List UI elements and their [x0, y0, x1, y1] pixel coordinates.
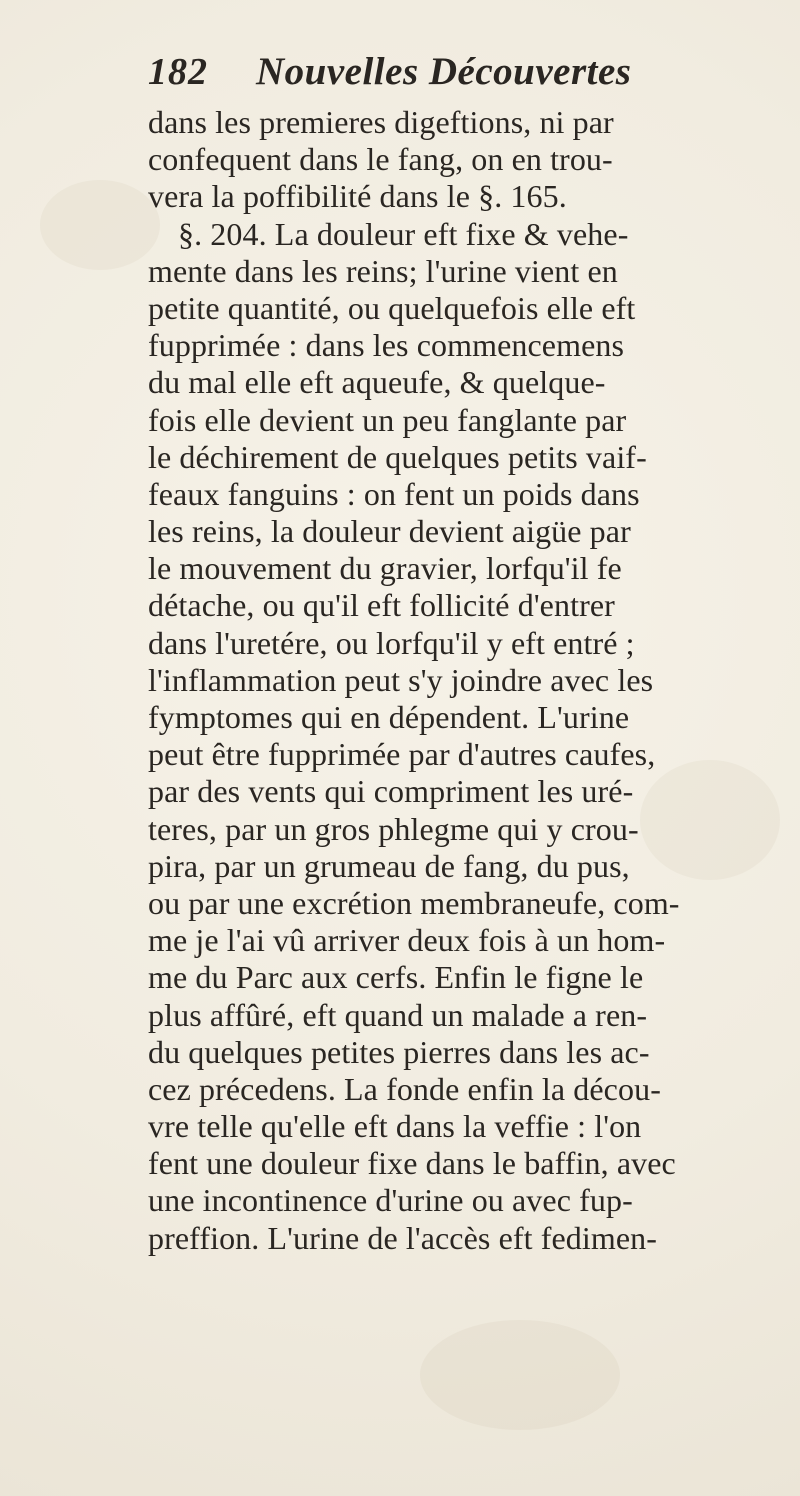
text-line: cez précedens. La fonde enfin la décou-: [148, 1070, 661, 1107]
text-line: mente dans les reins; l'urine vient en: [148, 252, 618, 289]
text-line: du mal elle eft aqueufe, & quelque-: [148, 364, 606, 401]
text-line: une incontinence d'urine ou avec fup-: [148, 1182, 633, 1219]
text-line: dans l'uretére, ou lorfqu'il y eft entré ;: [148, 624, 635, 661]
page-number: 182: [148, 51, 208, 93]
text-line: peut être fupprimée par d'autres caufes,: [148, 736, 656, 773]
text-line: feaux fanguins : on fent un poids dans: [148, 475, 640, 512]
text-line: par des vents qui compriment les uré-: [148, 773, 634, 810]
text-line: fois elle devient un peu fanglante par: [148, 401, 627, 438]
text-line: plus affûré, eft quand un malade a ren-: [148, 996, 648, 1033]
text-line: dans les premieres digeftions, ni par: [148, 104, 614, 140]
text-line: ou par une excrétion membraneufe, com-: [148, 884, 680, 921]
text-line: petite quantité, ou quelquefois elle eft: [148, 289, 636, 326]
text-line: du quelques petites pierres dans les ac-: [148, 1033, 650, 1070]
text-line: fymptomes qui en dépendent. L'urine: [148, 699, 630, 735]
running-title: Nouvelles Découvertes: [256, 50, 632, 93]
text-line: pira, par un grumeau de fang, du pus,: [148, 847, 630, 884]
page-text: [148, 104, 768, 1257]
paper-stain: [40, 180, 160, 270]
running-head: [148, 44, 708, 100]
text-line: confequent dans le fang, on en trou-: [148, 141, 613, 178]
text-line: teres, par un gros phlegme qui y crou-: [148, 810, 639, 847]
text-line: le mouvement du gravier, lorfqu'il fe: [148, 550, 622, 587]
text-line: vera la poffibilité dans le §. 165.: [148, 178, 567, 215]
text-line: le déchirement de quelques petits vaif-: [148, 438, 647, 475]
text-line: les reins, la douleur devient aigüe par: [148, 513, 631, 550]
text-line: vre telle qu'elle eft dans la veffie : l'on: [148, 1108, 642, 1145]
text-line: preffion. L'urine de l'accès eft fedimen-: [148, 1219, 658, 1256]
paragraph-start-line: §. 204. La douleur eft fixe & vehe-: [178, 215, 629, 252]
text-line: détache, ou qu'il eft follicité d'entrer: [148, 587, 615, 624]
text-line: me du Parc aux cerfs. Enfin le figne le: [148, 959, 644, 996]
text-line: fent une douleur fixe dans le baffin, avec: [148, 1145, 676, 1182]
text-line: fupprimée : dans les commencemens: [148, 327, 625, 364]
text-line: me je l'ai vû arriver deux fois à un hom-: [148, 922, 666, 959]
text-line: l'inflammation peut s'y joindre avec les: [148, 661, 654, 698]
paper-stain: [420, 1320, 620, 1430]
